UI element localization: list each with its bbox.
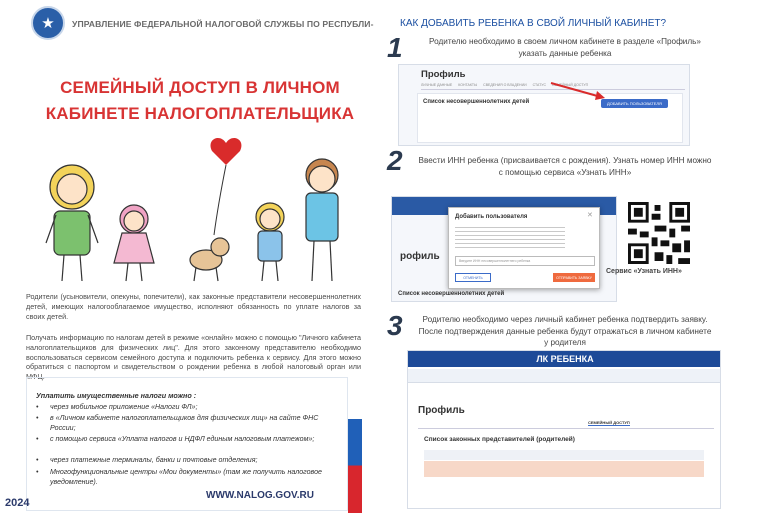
add-user-dialog [448,207,600,289]
screenshot-child-account [407,350,721,509]
main-title [25,75,375,127]
s2-send-button[interactable]: ОТПРАВИТЬ ЗАЯВКУ [553,273,595,282]
online-paragraph: Получать информацию по налогам детей в режиме «онлайн» можно с помощью "Личного кабинета налогоплательщиков для физических лиц". Для этого законному представителю необходимо воспользоваться сервисом семейного доступа и подключить ребенка к сервису. Для этого можно обратиться с паспортом и свидетельством о рождении ребенка в любой налоговый орган или МФЦ. [26,333,361,382]
screenshot-profile [398,64,690,146]
year-label: 2024 [5,497,30,509]
s2-inn-input[interactable]: Введите ИНН несовершеннолетнего ребенка [455,256,595,266]
step1-text: Родителю необходимо в своем личном кабинете в разделе «Профиль» указать данные ребенка [429,37,701,58]
s1-tabs: ЛИЧНЫЕ ДАННЫЕ КОНТАКТЫ СВЕДЕНИЯ О ВЛАДЕНИИ СТАТУС СЕМЕЙНЫЙ ДОСТУП [421,83,685,90]
website-link[interactable]: WWW.NALOG.GOV.RU [206,490,314,501]
step2-number: 2 [387,145,403,176]
payment-heading: Уплатить имущественные налоги можно : [36,391,197,400]
payment-item: • с помощью сервиса «Уплата налогов и НДФЛ единым налоговым платежом»; [36,435,315,443]
s1-add-button[interactable]: ДОБАВИТЬ ПОЛЬЗОВАТЕЛЯ [601,99,668,108]
step2-text: Ввести ИНН ребенка (присваивается с рождения). Узнать номер ИНН можно с помощью сервиса «Узнать ИНН» [418,156,712,177]
org-title: УПРАВЛЕНИЕ ФЕДЕРАЛЬНОЙ НАЛОГОВОЙ СЛУЖБЫ ПО РЕСПУБЛИ- [72,19,374,29]
main-title-line1: СЕМЕЙНЫЙ ДОСТУП В ЛИЧНОМ [60,78,340,97]
step1-number: 1 [387,32,403,63]
s3-family-tab[interactable]: СЕМЕЙНЫЙ ДОСТУП [588,420,630,425]
s3-top-bar: ЛК РЕБЕНКА [408,351,721,367]
s2-dialog-title: Добавить пользователя [455,214,528,220]
qr-code[interactable] [628,202,690,264]
s2-list-title: Список несовершеннолетних детей [398,291,505,297]
red-arrow-icon [549,81,609,103]
right-title: КАК ДОБАВИТЬ РЕБЕНКА В СВОЙ ЛИЧНЫЙ КАБИНЕТ? [400,18,667,29]
payment-item: • через платежные терминалы, банки и почтовые отделения; [36,456,258,464]
s3-profile-title: Профиль [418,405,465,416]
s2-profile-title: рофиль [400,251,440,262]
payment-item: • через мобильное приложение «Налоги ФЛ»; [36,403,198,411]
payment-item: • Многофункциональные центры «Мои документы» (там же получить налоговое уведомление). [36,468,322,486]
family-illustration [30,125,350,285]
s1-list-title: Список несовершеннолетних детей [423,99,530,105]
s3-table-header [424,450,704,460]
main-title-line2: КАБИНЕТЕ НАЛОГОПЛАТЕЛЬЩИКА [45,104,355,123]
qr-label: Сервис «Узнать ИНН» [606,268,682,275]
intro-paragraph: Родители (усыновители, опекуны, попечители), как законные представители несовершеннолетних детей, имеющих налогооблагаемое имущество, исполняют обязанность по уплате налогов за своих детей. [26,292,361,321]
fns-emblem-icon: ★ [31,6,65,40]
s1-profile-title: Профиль [421,69,466,80]
s2-cancel-button[interactable]: ОТМЕНИТЬ [455,273,491,282]
screenshot-add-user [391,196,617,302]
payment-item: • в «Личном кабинете налогоплательщиков для физических лиц» на сайте ФНС России; [36,414,319,432]
close-icon[interactable]: ✕ [587,212,593,219]
step3-number: 3 [387,310,403,341]
s3-list-title: Список законных представителей (родителей) [424,436,575,443]
step3-text: Родителю необходимо через личный кабинет ребенка подтвердить заявку. После подтверждения данные ребенка будут отражаться в личном кабинете у родителя [418,315,712,347]
s3-table-row[interactable] [424,461,704,477]
flag-stripe [348,373,362,513]
